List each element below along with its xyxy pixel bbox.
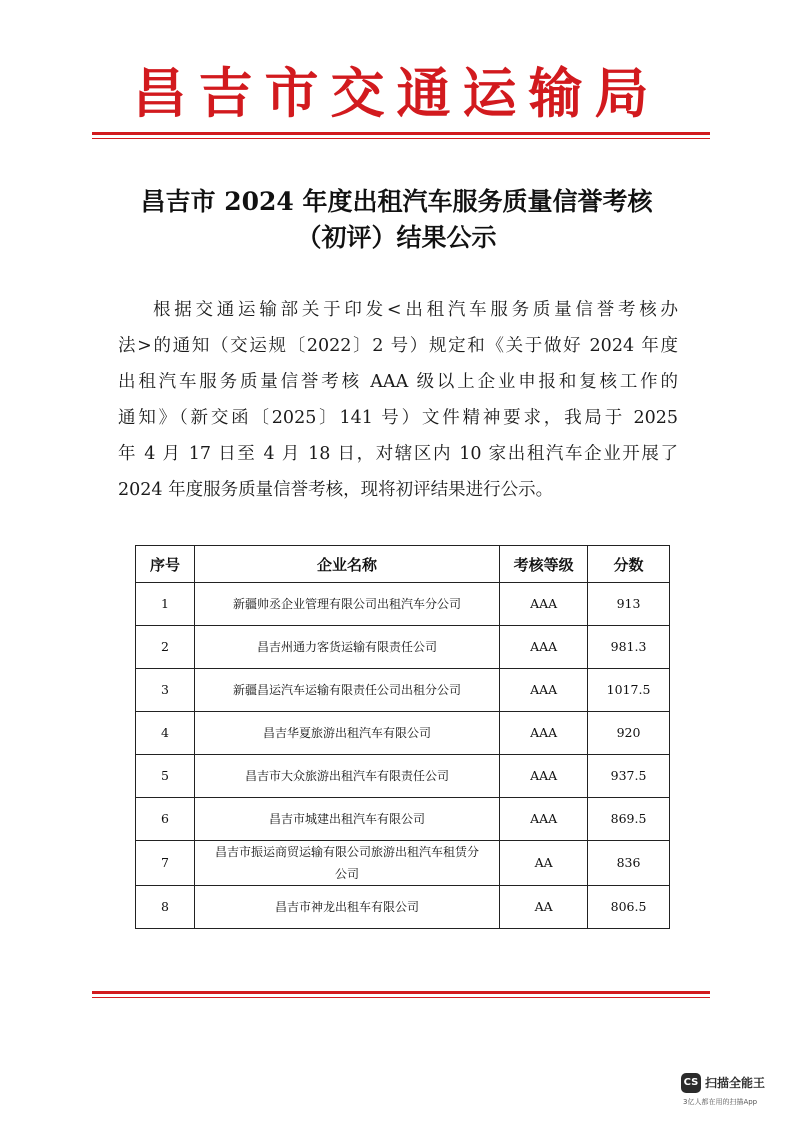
row-score: 937.5 [588, 755, 670, 798]
results-table [135, 545, 670, 929]
header-score: 分数 [588, 546, 670, 583]
document-body [118, 292, 678, 508]
body-line: 根据交通运输部关于印发<出租汽车服务质量信誉考核办 [153, 300, 678, 320]
footer-rule-thin [92, 997, 710, 998]
row-serial: 1 [136, 583, 195, 626]
header-grade: 考核等级 [500, 546, 588, 583]
document-title-line-1: 昌吉市 2024 年度出租汽车服务质量信誉考核 [140, 187, 653, 216]
table-row [136, 841, 670, 886]
row-grade: AA [500, 886, 588, 929]
header-serial: 序号 [136, 546, 195, 583]
row-score: 920 [588, 712, 670, 755]
letterhead-rule-thin [92, 138, 710, 139]
row-score: 981.3 [588, 626, 670, 669]
table-row [136, 886, 670, 929]
row-serial: 4 [136, 712, 195, 755]
row-company-name: 昌吉市振运商贸运输有限公司旅游出租汽车租赁分公司 [194, 841, 499, 886]
row-serial: 7 [136, 841, 195, 886]
row-score: 913 [588, 583, 670, 626]
row-grade: AAA [500, 755, 588, 798]
body-line: 年 4 月 17 日至 4 月 18 日，对辖区内 10 家出租汽车企业开展了 [118, 444, 678, 464]
row-grade: AAA [500, 583, 588, 626]
table-row [136, 712, 670, 755]
row-score: 806.5 [588, 886, 670, 929]
row-grade: AAA [500, 712, 588, 755]
body-line: 通知》（新交函〔2025〕141 号）文件精神要求，我局于 2025 [118, 408, 678, 428]
row-company-name: 昌吉华夏旅游出租汽车有限公司 [194, 712, 499, 755]
row-company-name: 新疆帅丞企业管理有限公司出租汽车分公司 [194, 583, 499, 626]
body-line: 法>的通知（交运规〔2022〕2 号）规定和《关于做好 2024 年度 [118, 336, 678, 356]
scanner-app-tagline: 3亿人都在用的扫描App [683, 1098, 758, 1106]
table-row [136, 626, 670, 669]
footer-rule-thick [92, 991, 710, 994]
row-serial: 2 [136, 626, 195, 669]
row-grade: AAA [500, 626, 588, 669]
row-serial: 8 [136, 886, 195, 929]
table-header-row [136, 546, 670, 583]
row-score: 869.5 [588, 798, 670, 841]
row-company-name: 昌吉市神龙出租车有限公司 [194, 886, 499, 929]
row-score: 1017.5 [588, 669, 670, 712]
header-company-name: 企业名称 [194, 546, 499, 583]
row-company-name: 昌吉市大众旅游出租汽车有限责任公司 [194, 755, 499, 798]
row-grade: AAA [500, 798, 588, 841]
table-row [136, 755, 670, 798]
letterhead-rule-thick [92, 132, 710, 135]
table-row [136, 669, 670, 712]
row-serial: 5 [136, 755, 195, 798]
row-company-name: 昌吉市城建出租汽车有限公司 [194, 798, 499, 841]
document-title-line-2: （初评）结果公示 [296, 223, 497, 252]
row-serial: 6 [136, 798, 195, 841]
table-row [136, 798, 670, 841]
row-company-name: 新疆昌运汽车运输有限责任公司出租分公司 [194, 669, 499, 712]
scanner-app-logo-icon: CS [681, 1073, 701, 1093]
body-line: 2024 年度服务质量信誉考核，现将初评结果进行公示。 [118, 480, 554, 500]
row-score: 836 [588, 841, 670, 886]
scanner-app-brand: 扫描全能王 [705, 1076, 766, 1090]
row-grade: AAA [500, 669, 588, 712]
row-company-name: 昌吉州通力客货运输有限责任公司 [194, 626, 499, 669]
letterhead-org-name: 昌吉市交通运输局 [132, 62, 661, 125]
row-serial: 3 [136, 669, 195, 712]
body-line: 出租汽车服务质量信誉考核 AAA 级以上企业申报和复核工作的 [118, 372, 678, 392]
table-row [136, 583, 670, 626]
row-grade: AA [500, 841, 588, 886]
